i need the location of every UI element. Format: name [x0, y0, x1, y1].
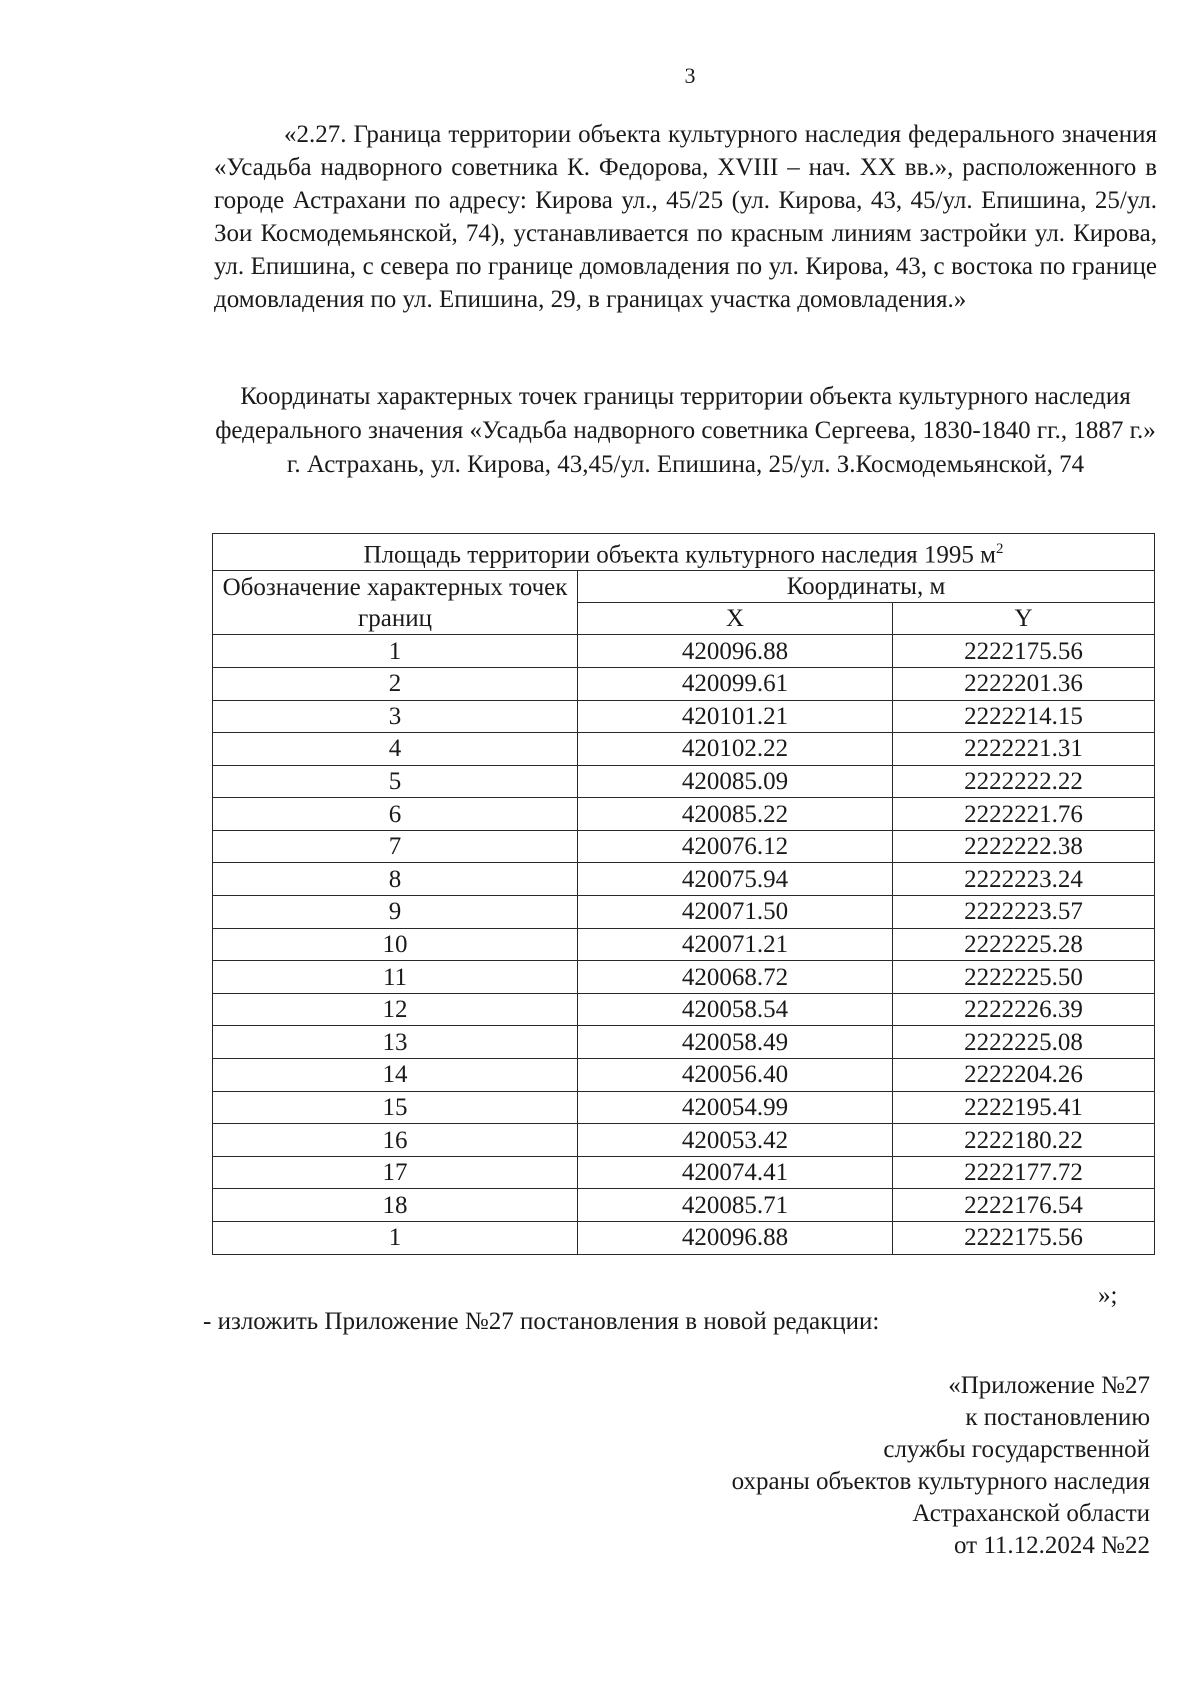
x-coordinate-cell: 420075.94	[578, 863, 893, 896]
x-coordinate-cell: 420053.42	[578, 1124, 893, 1157]
table-row	[213, 667, 1155, 700]
point-number-cell: 2	[213, 667, 578, 700]
x-coordinate-cell: 420085.09	[578, 765, 893, 798]
x-coordinate-cell: 420074.41	[578, 1156, 893, 1189]
x-coordinate-cell: 420099.61	[578, 667, 893, 700]
coordinates-table-body	[213, 635, 1155, 1254]
appendix-line: охраны объектов культурного наследия	[731, 1468, 1150, 1495]
y-coordinate-cell: 2222180.22	[893, 1124, 1155, 1157]
point-number-cell: 7	[213, 830, 578, 863]
appendix-line: Астраханской области	[912, 1500, 1150, 1527]
y-coordinate-cell: 2222221.76	[893, 798, 1155, 831]
area-caption-cell	[213, 534, 1155, 571]
column-header-points: Обозначение характерных точек границ	[213, 571, 578, 635]
y-coordinate-cell: 2222223.24	[893, 863, 1155, 896]
page-number: 3	[684, 63, 696, 88]
x-coordinate-cell: 420085.22	[578, 798, 893, 831]
coordinates-table	[212, 533, 1155, 1255]
appendix-line: от 11.12.2024 №22	[953, 1532, 1150, 1559]
x-coordinate-cell: 420096.88	[578, 1222, 893, 1255]
table-row	[213, 896, 1155, 929]
point-number-cell: 17	[213, 1156, 578, 1189]
table-row	[213, 830, 1155, 863]
point-number-cell: 9	[213, 896, 578, 929]
y-coordinate-cell: 2222177.72	[893, 1156, 1155, 1189]
y-coordinate-cell: 2222225.08	[893, 1026, 1155, 1059]
point-number-cell: 15	[213, 1091, 578, 1124]
x-coordinate-cell: 420058.54	[578, 993, 893, 1026]
table-row	[213, 798, 1155, 831]
x-coordinate-cell: 420058.49	[578, 1026, 893, 1059]
x-coordinate-cell: 420056.40	[578, 1059, 893, 1092]
y-coordinate-cell: 2222175.56	[893, 635, 1155, 668]
table-row	[213, 1059, 1155, 1092]
y-coordinate-cell: 2222175.56	[893, 1222, 1155, 1255]
x-coordinate-cell: 420076.12	[578, 830, 893, 863]
x-coordinate-cell: 420096.88	[578, 635, 893, 668]
y-coordinate-cell: 2222201.36	[893, 667, 1155, 700]
column-header-y: Y	[893, 603, 1155, 635]
table-row	[213, 700, 1155, 733]
closing-quote: »;	[1098, 1282, 1118, 1309]
point-number-cell: 4	[213, 733, 578, 766]
table-row	[213, 1156, 1155, 1189]
point-number-cell: 8	[213, 863, 578, 896]
x-coordinate-cell: 420101.21	[578, 700, 893, 733]
point-number-cell: 13	[213, 1026, 578, 1059]
y-coordinate-cell: 2222225.50	[893, 961, 1155, 994]
table-row	[213, 1026, 1155, 1059]
table-row	[213, 1189, 1155, 1222]
table-row	[213, 635, 1155, 668]
y-coordinate-cell: 2222222.38	[893, 830, 1155, 863]
point-number-cell: 18	[213, 1189, 578, 1222]
y-coordinate-cell: 2222225.28	[893, 928, 1155, 961]
table-row	[213, 928, 1155, 961]
x-coordinate-cell: 420071.50	[578, 896, 893, 929]
y-coordinate-cell: 2222222.22	[893, 765, 1155, 798]
area-unit-sup: 2	[996, 541, 1004, 557]
point-number-cell: 11	[213, 961, 578, 994]
appendix-header	[732, 1370, 1150, 1562]
y-coordinate-cell: 2222223.57	[893, 896, 1155, 929]
point-number-cell: 6	[213, 798, 578, 831]
x-coordinate-cell: 420054.99	[578, 1091, 893, 1124]
x-coordinate-cell: 420071.21	[578, 928, 893, 961]
point-number-cell: 10	[213, 928, 578, 961]
table-row	[213, 1124, 1155, 1157]
appendix-line: к постановлению	[965, 1404, 1150, 1431]
point-number-cell: 1	[213, 635, 578, 668]
point-number-cell: 16	[213, 1124, 578, 1157]
x-coordinate-cell: 420068.72	[578, 961, 893, 994]
appendix-line: «Приложение №27	[948, 1372, 1150, 1399]
point-number-cell: 1	[213, 1222, 578, 1255]
table-row	[213, 961, 1155, 994]
table-row	[213, 1091, 1155, 1124]
y-coordinate-cell: 2222226.39	[893, 993, 1155, 1026]
x-coordinate-cell: 420102.22	[578, 733, 893, 766]
point-number-cell: 14	[213, 1059, 578, 1092]
appendix-line: службы государственной	[883, 1436, 1150, 1463]
instruction-line: - изложить Приложение №27 постановления в новой редакции:	[203, 1308, 880, 1335]
area-caption: Площадь территории объекта культурного наследия 1995 м	[363, 541, 996, 569]
table-row	[213, 993, 1155, 1026]
y-coordinate-cell: 2222176.54	[893, 1189, 1155, 1222]
column-header-coordinates: Координаты, м	[578, 571, 1155, 603]
column-header-x: X	[578, 603, 893, 635]
table-row	[213, 1222, 1155, 1255]
amendment-paragraph: «2.27. Граница территории объекта культурного наследия федерального значения «Усадьба надворного советника К. Федорова, XVIII – нач. XX вв.», расположенного в городе Астрахани по адресу: Кирова ул., 45/25 (ул. Кирова, 43, 45/ул. Епишина, 25/ул. Зои Космодемьянской, 74), устанавливается по красным линиям застройки ул. Кирова, ул. Епишина, с севера по границе домовладения по ул. Кирова, 43, с востока по границе домовладения по ул. Епишина, 29, в границах участка домовладения.»	[214, 121, 1157, 313]
table-row	[213, 733, 1155, 766]
y-coordinate-cell: 2222204.26	[893, 1059, 1155, 1092]
point-number-cell: 12	[213, 993, 578, 1026]
point-number-cell: 5	[213, 765, 578, 798]
table-row	[213, 863, 1155, 896]
x-coordinate-cell: 420085.71	[578, 1189, 893, 1222]
table-row	[213, 765, 1155, 798]
y-coordinate-cell: 2222214.15	[893, 700, 1155, 733]
y-coordinate-cell: 2222195.41	[893, 1091, 1155, 1124]
point-number-cell: 3	[213, 700, 578, 733]
table-heading: Координаты характерных точек границы территории объекта культурного наследия федерального значения «Усадьба надворного советника Сергеева, 1830-1840 гг., 1887 г.» г. Астрахань, ул. Кирова, 43,45/ул. Епишина, 25/ул. З.Космодемьянской, 74	[215, 383, 1156, 478]
y-coordinate-cell: 2222221.31	[893, 733, 1155, 766]
